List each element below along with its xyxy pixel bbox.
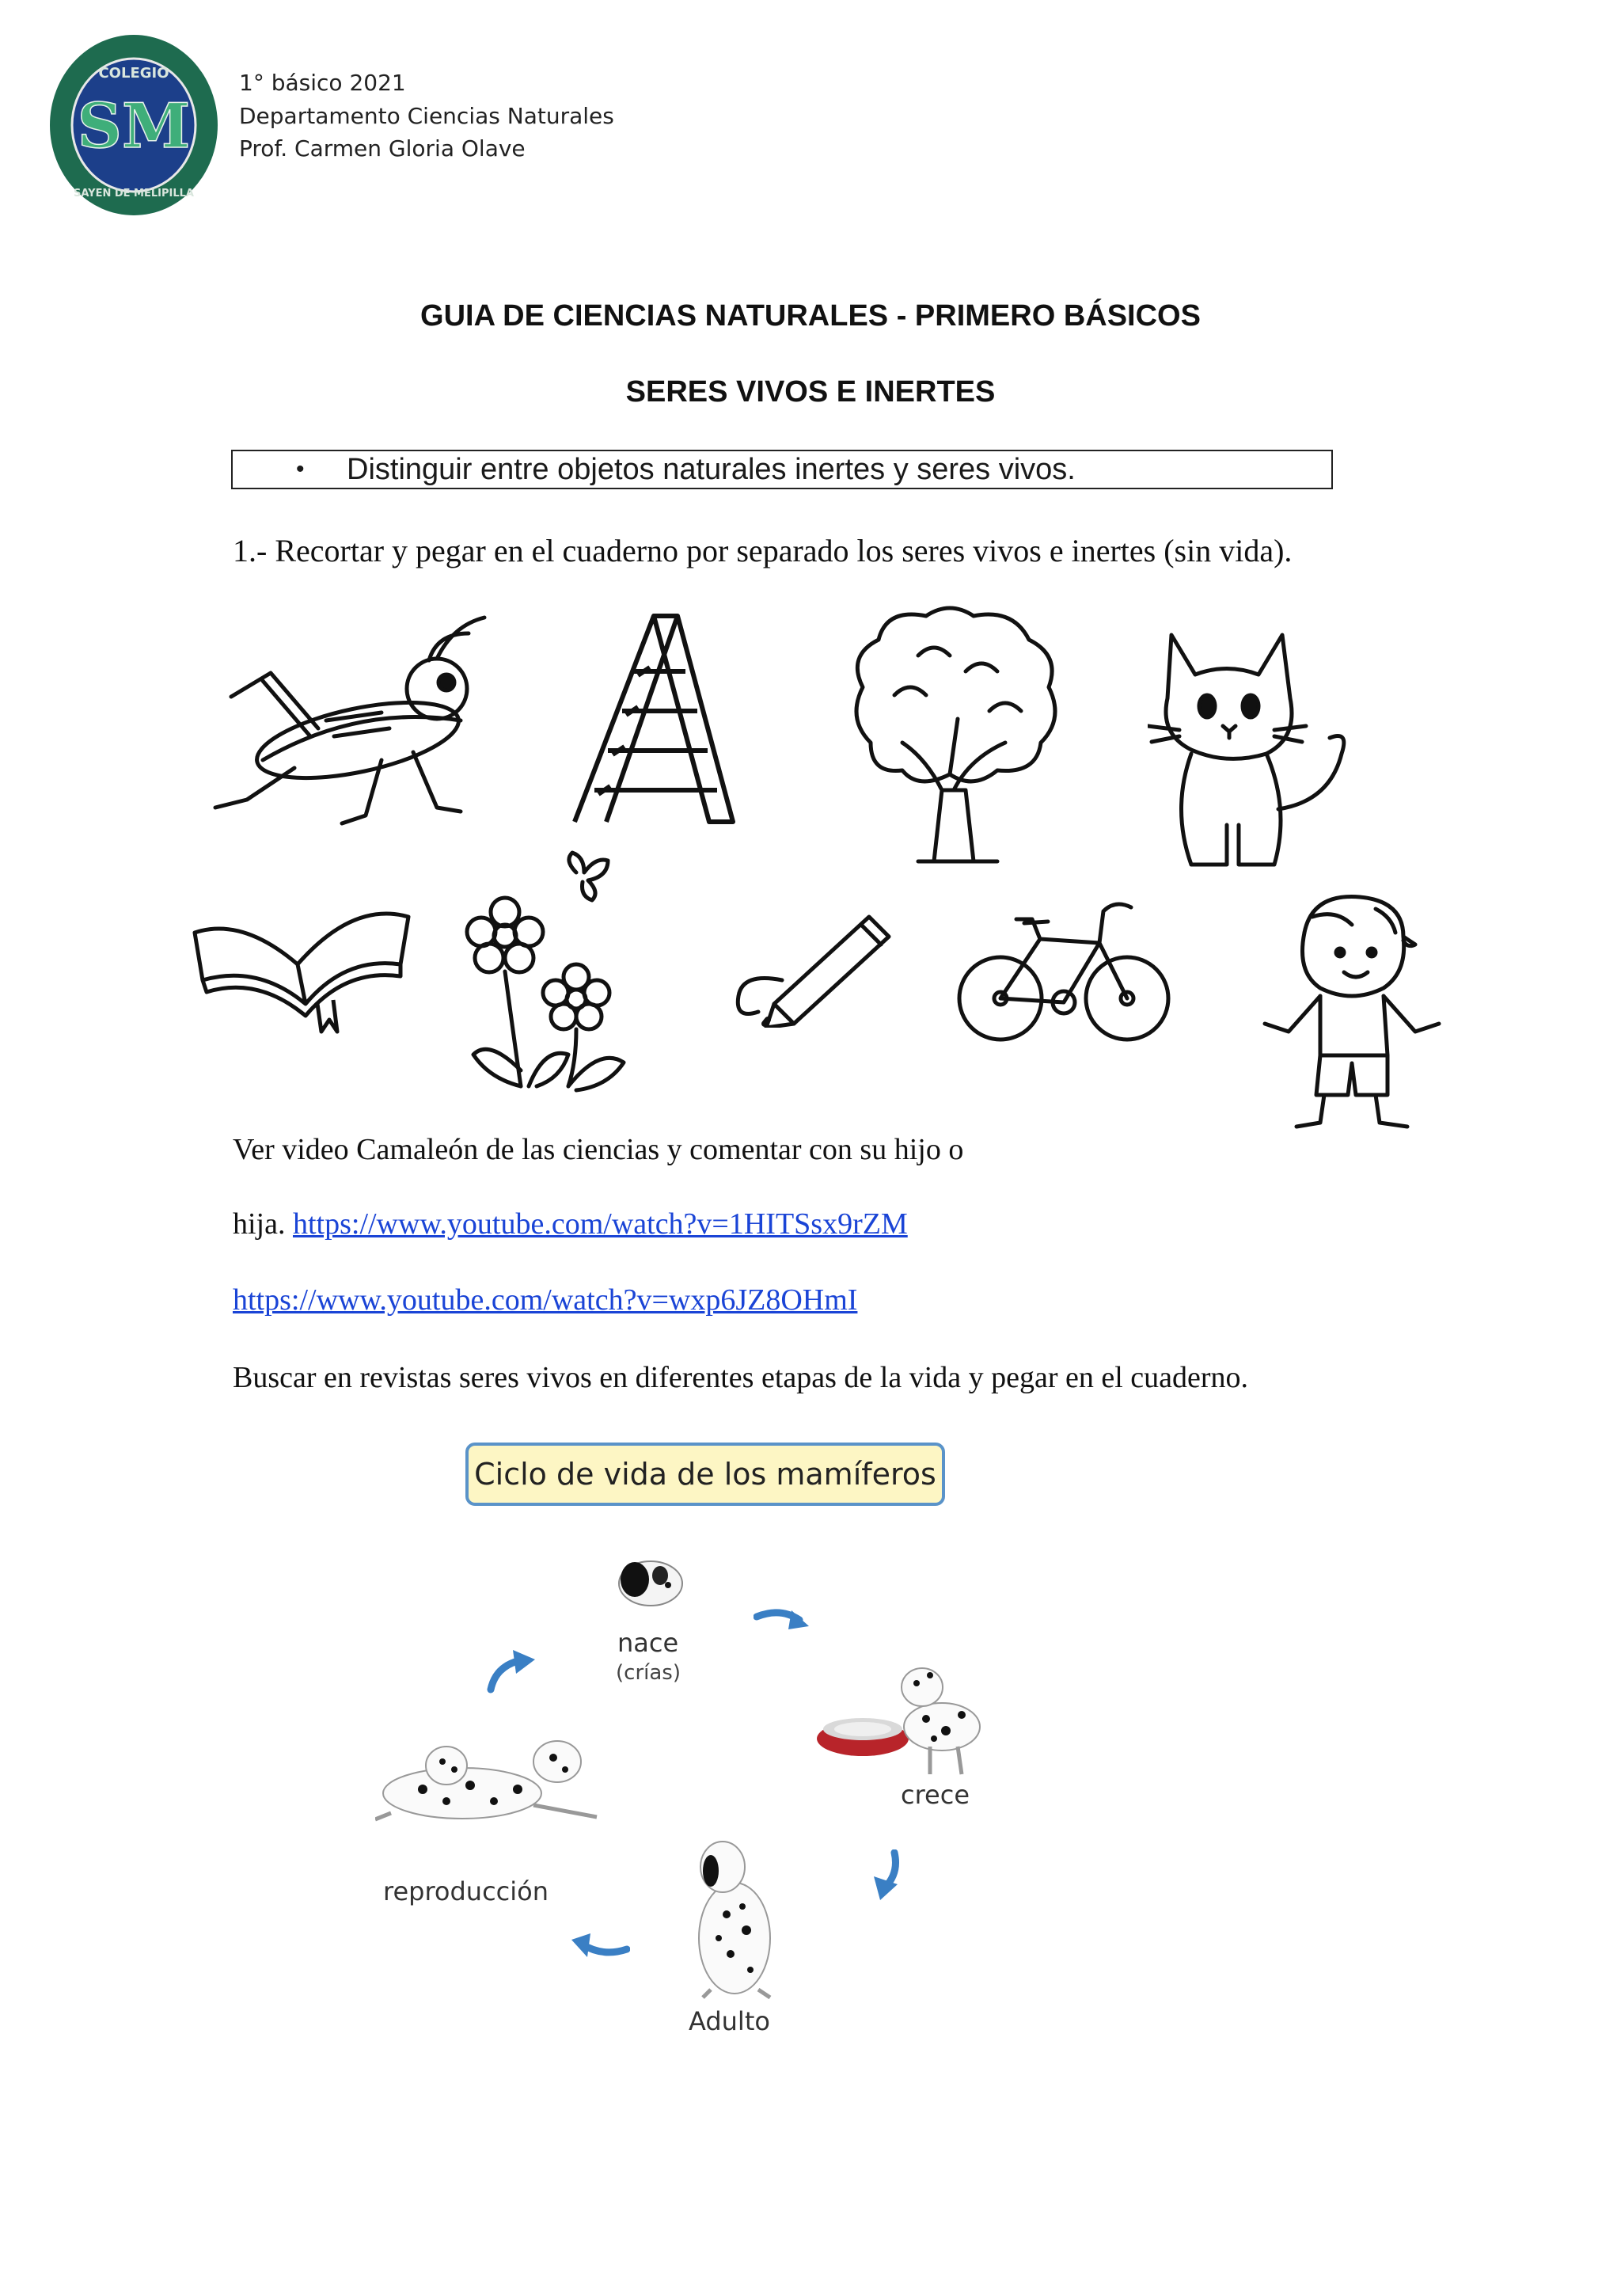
- kitten-illustration: [1148, 619, 1353, 880]
- bowl-dog-illustration: [815, 1652, 989, 1778]
- stage-adult: Adulto: [689, 2006, 770, 2036]
- stage-reproduction: reproducción: [383, 1876, 549, 1906]
- ladder-illustration: [559, 608, 788, 830]
- objective-bullet: •: [296, 456, 305, 482]
- video-line-prefix: hija.: [233, 1207, 293, 1241]
- logo-initials: SM: [77, 90, 191, 162]
- arrow-icon: [754, 1604, 814, 1640]
- header-department: Departamento Ciencias Naturales: [239, 103, 614, 129]
- puppy-illustration: [611, 1552, 690, 1607]
- pencil-illustration: [727, 901, 902, 1028]
- school-logo: [46, 30, 222, 220]
- stage-grow: crece: [901, 1780, 970, 1810]
- page-title: GUIA DE CIENCIAS NATURALES - PRIMERO BÁSICOS: [420, 299, 1201, 333]
- video-link-1[interactable]: https://www.youtube.com/watch?v=1HITSsx9rZM: [292, 1207, 908, 1241]
- book-illustration: [187, 885, 416, 1036]
- video-line-3: [233, 1283, 857, 1317]
- stage-birth: nace: [617, 1628, 679, 1658]
- header-teacher: Prof. Carmen Gloria Olave: [239, 135, 526, 162]
- adult-dog-illustration: [671, 1835, 798, 2001]
- logo-text-bottom: SAYEN DE MELIPILLA: [73, 188, 195, 200]
- arrow-icon: [484, 1647, 540, 1694]
- arrow-icon: [863, 1849, 910, 1905]
- objective-box: [231, 450, 1333, 489]
- instruction-2: Buscar en revistas seres vivos en diferentes etapas de la vida y pegar en el cuaderno.: [233, 1361, 1249, 1394]
- stage-birth-sub: (crías): [616, 1661, 681, 1685]
- bicycle-illustration: [953, 884, 1175, 1050]
- tree-illustration: [839, 600, 1069, 869]
- logo-text-top: COLEGIO: [98, 65, 169, 82]
- lying-dogs-illustration: [375, 1726, 613, 1829]
- video-link-2[interactable]: https://www.youtube.com/watch?v=wxp6JZ8OHmI: [233, 1283, 858, 1317]
- instruction-1: 1.- Recortar y pegar en el cuaderno por separado los seres vivos e inertes (sin vida).: [233, 533, 1293, 568]
- objective-text: Distinguir entre objetos naturales inertes y seres vivos.: [347, 453, 1076, 486]
- header-grade: 1° básico 2021: [239, 70, 406, 96]
- flowers-illustration: [457, 849, 640, 1094]
- video-line-2: [233, 1207, 908, 1241]
- arrow-icon: [567, 1925, 630, 1962]
- page-subtitle: SERES VIVOS E INERTES: [625, 375, 996, 409]
- lifecycle-title: Ciclo de vida de los mamíferos: [465, 1443, 945, 1506]
- grasshopper-illustration: [199, 610, 492, 839]
- video-instruction: Ver video Camaleón de las ciencias y comentar con su hijo o: [233, 1133, 964, 1166]
- child-illustration: [1257, 885, 1448, 1138]
